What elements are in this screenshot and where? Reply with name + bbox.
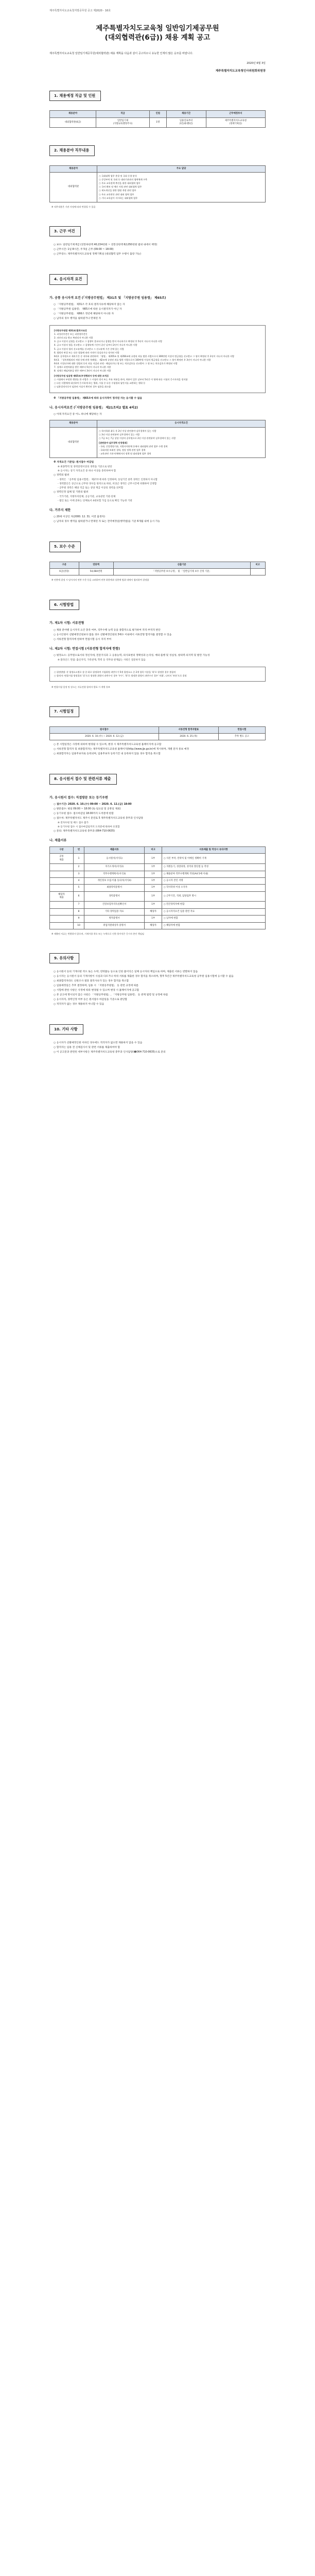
- section-title: 5. 보수 수준: [49, 541, 81, 552]
- table-cell: 1명: [149, 117, 166, 128]
- table-cell: 공통 제출: [50, 854, 74, 864]
- section-8: [49, 774, 266, 936]
- qualification-table: [49, 420, 266, 458]
- qual-item: [관련분야 실무경력 인정범위]: [99, 441, 128, 444]
- application-item: ※ 등기우편 접수 시 접수마감일까지 도착분에 한하여 유효함: [58, 825, 120, 828]
- table-cell: 응시원서(서식1): [84, 854, 145, 864]
- table-cell: 제주특별자치도교육청 (정책기획실): [206, 117, 265, 128]
- table-header: 비고: [250, 562, 265, 568]
- table-cell: 6급(상당): [50, 569, 79, 575]
- note-item: - 경력환산은 상근으로 근무한 경우를 원칙으로 하되, 비상근 경력은 근무시간에 비례하여 인정함: [58, 483, 157, 486]
- box-item: ○ 시험에서 부정한 행위를 한 사람은 그 시험의 정지 또는 무효 처분을 하며, 처분이 있은 날부터 5년간 이 영에 따른 시험의 응시자격을 정지함: [54, 378, 188, 381]
- caution-item: ○ 최종합격자라도 신원조사 결과 결격사유가 있는 경우 합격을 취소함: [54, 980, 129, 983]
- section-title: 8. 응시원서 접수 및 관련서류 제출: [49, 774, 117, 784]
- table-cell: 「지방공무원 보수규정」 및 「일반임기제 보수 산정 기준」: [113, 569, 250, 575]
- condition-item: ○ 보수: 일반임기제 6급 (연봉하한액 40,154천원 ~ 연봉상한액 62,050천원 범위 내에서 책정): [54, 244, 157, 247]
- table-cell: ○ 근무기간, 직위, 담당업무 명시: [162, 891, 265, 902]
- note-item: - 법인 또는 이에 준하는 단체로서 4대보험 가입 등으로 확인 가능한 기관: [58, 499, 132, 502]
- table-cell: 기타 경력입증 자료: [84, 908, 145, 915]
- table-cell: 대외협력관(6급): [50, 117, 96, 128]
- table-cell: ○ 학사학위 이상 소지자: [162, 885, 265, 891]
- duties-table: [49, 165, 266, 202]
- qual-item: - 국회의원 보좌진 경력, 정당 정책 관련 업무 경력: [99, 449, 146, 451]
- salary-note: ※ 연봉액 결정 시 당사자의 연봉 수준 등을 고려하여 연봉 하한액과 상한액 범위 내에서 협의하여 결정함: [51, 579, 149, 582]
- exam-item: ○ 서류전형 합격자에 한하여 면접시험 응시 자격 부여: [54, 638, 112, 641]
- table-row: [50, 877, 266, 884]
- section-1: [49, 91, 266, 128]
- table-cell: 1부: [145, 864, 162, 871]
- requirement-item: ○ 20세 이상인 자(2000. 12. 31. 이전 출생자): [54, 516, 106, 519]
- table-cell: [50, 908, 74, 915]
- box-item: ○ 평정방법: 각 평정요소별로 상·중·하로 평정하여 시험위원 과반수가 5개 평정요소 중 2개 항목 이상을 '하'로 평정한 경우 불합격: [54, 670, 176, 673]
- table-header: 산출기준: [113, 562, 250, 568]
- table-cell: 1: [74, 854, 84, 864]
- caution-item: ○ 시험에 관한 사항은 사정에 따라 변경될 수 있으며 변경 시 홈페이지에 공고함: [54, 989, 139, 992]
- duty-item: ○ 국회대책 업무 총괄 및 국회 동향 분석: [99, 175, 137, 178]
- box-item: 8. 징계로 해임처분을 받은 때부터 3년이 지나지 아니한 사람: [54, 369, 111, 372]
- section-5: [49, 541, 266, 582]
- table-cell: [50, 902, 74, 908]
- table-cell: 병적증명서: [84, 916, 145, 922]
- duty-item: ○ 제도개선을 위한 법령 개정 관련 업무: [99, 189, 136, 192]
- section-title: 3. 근무 여건: [49, 226, 81, 236]
- notice-date: 2020년 6월 3일: [247, 62, 266, 65]
- section-3: [49, 226, 266, 257]
- subsection-title: 다. 거주지 제한: [49, 508, 71, 512]
- subsection-title: 나. 제출서류: [49, 839, 67, 843]
- table-row: [50, 902, 266, 908]
- box-title: [지방공무원 임용령 제65조(부정행위자 등에 대한 조치)]: [54, 375, 109, 378]
- table-cell: 취업지원대상자 증명서: [84, 922, 145, 929]
- duty-item: ○ 주요 교육현안 관련 대외 협력 업무: [99, 193, 134, 196]
- table-cell: 임용일로부터 2년(최대5년): [166, 117, 206, 128]
- page-title: [49, 24, 266, 42]
- caution-item: ○ 응시자는 응시원서 등의 기재사항이 사실과 다르거나 허위 서류를 제출한 경우 합격을 취소하며, 향후 5년간 제주특별자치도교육청 공무원 임용시험에 응시할 수 없음: [54, 975, 234, 978]
- table-row: [50, 864, 266, 871]
- intro-text: 제주특별자치도교육청 일반임기제공무원(대외협력관) 채용 계획을 다음과 같이 공고하오니 유능한 인재의 많은 응모를 바랍니다.: [49, 52, 193, 56]
- box-item: 6의3. 「성폭력범죄의 처벌 등에 관한 특례법」 제2조에 규정된 죄를 범한 사람으로서 100만원 이상의 벌금형을 선고받고 그 형이 확정된 후 3년이 지나지 아니한 사람: [54, 358, 211, 361]
- table-cell: 9: [74, 916, 84, 922]
- requirement-item: ○ 남자의 경우 병역을 필하였거나 면제된 자: [54, 317, 101, 320]
- section-6: [49, 600, 266, 689]
- table-row: [50, 733, 266, 740]
- table-row: [50, 908, 266, 915]
- documents-note: ※ 제출된 서류는 반환하지 않으며, 기재사항 착오 또는 누락으로 인한 불이익은 응시자 본인 책임임: [51, 932, 144, 935]
- table-cell: ○ 사진 부착, 연락처 및 이메일 정확히 기재: [162, 854, 265, 864]
- application-item: ○ 방문접수: 평일 09:00 ~ 18:00 (토·일요일 및 공휴일 제외): [54, 808, 121, 811]
- table-cell: 1부: [145, 891, 162, 902]
- qual-item: ○ 7급 또는 7급 상당 이상의 공무원으로 2년 이상 관련분야 실무경력이 있는 사람: [99, 436, 176, 439]
- exam-item: ○ 평정요소: 공무원으로서의 정신자세, 전문지식과 그 응용능력, 의사표현의 정확성과 논리성, 예의·품행 및 성실성, 창의력·의지력 및 발전 가능성: [54, 654, 210, 657]
- table-cell: ○ 응시자격요건 입증 관련 자료: [162, 908, 265, 915]
- note-item: - 국가기관, 지방자치단체, 공공기관, 교육관련 기관·단체: [58, 496, 116, 499]
- exam-item: ○ 응시인원이 선발예정인원보다 많을 경우 선발예정인원의 3배수 이내에서 서류전형 합격자를 결정할 수 있음: [54, 633, 172, 636]
- table-header: 번: [74, 847, 84, 854]
- table-header: 면접시험: [218, 726, 265, 733]
- note-item: ○ 경력의 범위: [54, 474, 69, 477]
- section-4: [49, 274, 266, 524]
- misc-item: ○ 합격자는 임용 전 신체검사서 및 관련 서류를 제출하여야 함: [54, 1046, 120, 1049]
- documents-table: [49, 846, 266, 929]
- table-header: 채용기간: [166, 111, 206, 117]
- table-header: 제출서류: [84, 847, 145, 854]
- box-title: [지방공무원법 제31조(결격사유)]: [54, 329, 87, 332]
- section-title: 10. 기타 사항: [49, 1024, 83, 1035]
- table-cell: 6: [74, 891, 84, 902]
- table-cell: [50, 885, 74, 891]
- table-cell: 일반임기제 (지방교육행정주사): [96, 117, 150, 128]
- table-header: 원서접수: [50, 726, 159, 733]
- section-2: [49, 145, 266, 209]
- table-cell: [50, 871, 74, 877]
- box-item: ○ 합격자: 면접시험 평정결과 '상'으로 평정한 위원이 과반수인 경우 '우수', '하'로 평정한 위원이 과반수인 경우 '미흡', 나머지 '보통'으로 결정: [54, 674, 187, 677]
- table-cell: ○ 응시자 본인 서명: [162, 877, 265, 884]
- evaluation-box: [49, 667, 266, 682]
- requirement-item: ○ 「지방공무원 임용령」 제65조에 따른 응시결격자가 아닌 자: [54, 308, 122, 311]
- table-row: [50, 871, 266, 877]
- condition-item: ○ 근무장소: 제주특별자치도교육청 정책기획실 (대외협력 업무 수행시 출장 가능): [54, 253, 142, 256]
- schedule-note: ○ 서류전형 합격자 및 최종합격자는 제주특별자치도교육청 홈페이지(http://www.jje.go.kr)에 게시하며, 개별 문자 통보 예정: [54, 748, 189, 751]
- subsection-title: 나. 제2차 시험: 면접시험 (서류전형 합격자에 한함): [49, 647, 120, 651]
- section-9: [49, 953, 266, 1007]
- section-title: 2. 채용분야 직무내용: [49, 145, 95, 156]
- table-cell: 7: [74, 902, 84, 908]
- application-item: ○ 접수기간: 2020. 6. 10.(수) 09:00 ~ 2020. 6. 12.(금) 18:00: [54, 803, 132, 806]
- section-title: 9. 유의사항: [49, 953, 79, 963]
- table-cell: 3: [74, 871, 84, 877]
- schedule-note: ○ 본 시험일정은 사정에 의하여 변경될 수 있으며, 변경 시 제주특별자치도교육청 홈페이지에 공고함: [54, 743, 162, 747]
- qualification-note: ※ 자격요건 기준일: 원서접수 마감일: [54, 461, 94, 464]
- requirement-item: ○ 「지방공무원법」 제31조 각 호의 결격사유에 해당하지 않는 자: [54, 303, 125, 307]
- qual-item: ○ 3년 이상 관련분야 실무경력이 있는 사람: [99, 433, 140, 436]
- table-header: 직급: [96, 111, 150, 117]
- qualification-cell: [97, 427, 266, 458]
- table-cell: 개인정보 수집·이용 동의서(서식4): [84, 877, 145, 884]
- table-header: 비고: [145, 847, 162, 854]
- notice-number: 제주특별자치도교육청지방공무원 공고 제2020 - 16호: [49, 9, 111, 12]
- misc-item: ○ 이 공고문과 관련된 세부사항은 제주특별자치도교육청 총무과 인사담당(☎064-710-0635)으로 문의: [54, 1051, 166, 1054]
- section-title: 7. 시험일정: [49, 706, 79, 717]
- note-item: ○ 경력인정 업체 및 기관의 범위: [54, 491, 89, 494]
- subsection-title: 가. 제1차 시험: 서류전형: [49, 621, 84, 625]
- caution-item: ○ 응시원서 등의 기재사항 착오 또는 누락, 연락불능 등으로 인한 불이익은 일체 응시자의 책임으로 하며, 제출된 서류는 반환하지 않음: [54, 971, 198, 974]
- schedule-table: [49, 726, 266, 741]
- table-cell: 10: [74, 922, 84, 929]
- table-cell: 1부: [145, 854, 162, 864]
- box-item: ○ 다른 사람에게 대신하여 응시하게 하는 행위, 시험 중 다른 수험생과 답안지를 교환하는 행위 등: [54, 382, 146, 385]
- table-cell: 1부: [145, 877, 162, 884]
- table-header: 채용분야: [50, 111, 96, 117]
- warning-text: ※ 「지방공무원 임용령」 제65조에 따라 응시자격이 정지된 자는 응시할 수 없음: [54, 397, 143, 400]
- table-cell: [50, 877, 74, 884]
- table-row: [50, 117, 266, 128]
- qual-item: - 교육관련 기관·단체에서의 정책 및 대외협력 업무 경력: [99, 452, 151, 455]
- section-title: 6. 시험방법: [49, 600, 79, 610]
- application-item: ※ 전자우편 및 팩스 접수 불가: [58, 822, 89, 825]
- table-cell: ○ 채용분야 직무수행계획 작성(A4 5매 이내): [162, 871, 265, 877]
- table-cell: 4: [74, 877, 84, 884]
- section-7: [49, 706, 266, 756]
- table-cell: 8: [74, 908, 84, 915]
- table-cell: 대외협력관: [50, 427, 97, 458]
- requirement-item: ○ 남자의 경우 병역을 필하였거나 면제된 자 또는 전역예정일(병역법)을 기준 6개월 내에 응시 가능: [54, 520, 160, 523]
- section-title: 1. 채용예정 직급 및 인원: [49, 91, 101, 101]
- title-line-1: 제주특별자치도교육청 일반임기제공무원: [96, 24, 219, 33]
- subsection-title: 가. 공통 응시자격 요건 (「지방공무원법」 제31조 및 「지방공무원 임용령」 제65조): [49, 296, 166, 300]
- table-cell: 1부: [145, 871, 162, 877]
- table-header: 인원: [149, 111, 166, 117]
- note-item: ※ 응시자는 상기 자격요건 중 하나 이상을 충족하여야 함: [58, 469, 116, 472]
- positions-table: [49, 110, 266, 128]
- table-header: 주요 담당: [97, 165, 266, 172]
- box-item: 6의4. 미성년자에 대한 성범죄 등의 죄를 저질러 파면ㆍ해임되거나 형 또는 치료감호를 선고받아 그 형 또는 치료감호가 확정된 사람: [54, 362, 178, 365]
- box-item: 1. 피성년후견인 또는 피한정후견인: [54, 333, 87, 336]
- table-row: [50, 885, 266, 891]
- table-cell: ○ 지원동기, 성장과정, 성격의 장단점 등 작성: [162, 864, 265, 871]
- table-cell: 최종학력증명서: [84, 885, 145, 891]
- table-cell: [50, 864, 74, 871]
- section-10: [49, 1024, 266, 1055]
- table-cell: 경력증명서: [84, 891, 145, 902]
- box-item: 6. 법원의 판결 또는 다른 법률에 따라 자격이 상실되거나 정지된 사람: [54, 351, 119, 354]
- table-cell: 추후 별도 공고: [218, 733, 265, 740]
- table-header: 구분: [50, 847, 74, 854]
- table-row: [50, 922, 266, 929]
- duties-note: ※ 직무내용은 기관 사정에 따라 변경될 수 있음: [51, 205, 96, 208]
- table-row: [50, 891, 266, 902]
- note-item: ※ 최종학력 및 경력증명서상의 경력을 기준으로 판단: [58, 466, 112, 469]
- salary-table: [49, 562, 266, 576]
- caution-item: ○ 적격자가 없는 경우 채용하지 아니할 수 있음: [54, 1003, 104, 1006]
- duty-item: ○ 국비 확보 및 예산 지원 관련 대외협력 업무: [99, 185, 142, 189]
- table-row: [50, 173, 266, 202]
- subsection-title: 나. 응시자격요건 (「지방공무원 임용령」 제21조의2 별표 4의2): [49, 405, 138, 410]
- table-cell: 해당자 제출: [50, 891, 74, 902]
- exam-note: ※ 면접시험 일정 및 장소는 서류전형 합격자 발표 시 개별 통보: [51, 685, 110, 688]
- box-item: 3. 금고 이상의 실형을 선고받고 그 집행이 종료되거나 집행을 받지 아니하기로 확정된 후 5년이 지나지 아니한 사람: [54, 340, 162, 343]
- table-cell: 자기소개서(서식2): [84, 864, 145, 871]
- table-cell: 54,084천원: [79, 569, 113, 575]
- exam-item: ※ 블라인드 면접: 출신지역, 가족관계, 학력 등 직무와 관계없는 사항은 질문하지 않음: [58, 659, 146, 662]
- table-cell: ○ 민간경력자에 한함: [162, 902, 265, 908]
- table-cell: 1부: [145, 902, 162, 908]
- qual-item: - 국회, 중앙행정기관, 지방자치단체 등에서 대외협력 관련 업무 수행 경력: [99, 445, 168, 448]
- box-item: 4. 금고 이상의 형을 선고받고 그 집행유예 기간이 끝난 날부터 2년이 지나지 아니한 사람: [54, 344, 137, 347]
- caution-item: ○ 임용예정일은 추후 결정하며, 임용 시 「지방공무원법」 등 관련 규정에 따름: [54, 985, 138, 988]
- table-header: 근무예정부서: [206, 111, 265, 117]
- duty-item: ○ 주요 교육정책 추진을 위한 대외협력 업무: [99, 182, 141, 185]
- box-item: 6의2. 공무원으로 재직기간 중 직무와 관련하여 「형법」 제355조 및 제356조에 규정된 죄를 범한 사람으로서 300만원 이상의 벌금형을 선고받고 그 형이 확정된 후 2년이 지나지 아니한 사람: [54, 354, 235, 358]
- application-item: ○ 문의: 제주특별자치도교육청 총무과 (064-710-0635): [54, 830, 115, 833]
- table-cell: [250, 569, 265, 575]
- table-cell: 해당자: [145, 908, 162, 915]
- table-header: 연봉액: [79, 562, 113, 568]
- exam-item: ○ 채용 분야별 응시자격 요건 충족 여부, 직무수행 능력 등을 종합적으로 평가하여 적격·부적격 판단: [54, 629, 161, 632]
- duty-item: ○ 기타 교육감이 지시하는 대외협력 업무: [99, 196, 138, 199]
- application-item: ○ 등기우편 접수: 접수마감일 18:00까지 도착분에 한함: [54, 812, 114, 816]
- subsection-title: 가. 응시원서 접수: 직접방문 또는 등기우편: [49, 795, 108, 800]
- table-row: [50, 427, 266, 458]
- table-cell: 2: [74, 864, 84, 871]
- table-cell: [50, 922, 74, 929]
- caution-item: ○ 응시자격, 경력인정 여부 등은 원서접수 마감일을 기준으로 판단함: [54, 998, 128, 1002]
- table-cell: 직무수행계획서(서식3): [84, 871, 145, 877]
- section-title: 4. 응시자격 요건: [49, 274, 87, 284]
- title-line-2: (대외협력관(6급)) 채용 계획 공고: [104, 33, 211, 42]
- table-cell: 2020. 6. 10.(수) ~ 2020. 6. 12.(금): [50, 733, 159, 740]
- table-cell: 건강보험자격득실확인서: [84, 902, 145, 908]
- table-cell: [50, 916, 74, 922]
- note-item: - 공무원 경력은 해당 직급 또는 상당 계급 이상의 경력을 의미함: [58, 486, 124, 489]
- note-item: - 경력은 「공무원 임용시험령」 제27조에 따라 인정하며, 동일기간 중복 경력은 인정하지 아니함: [58, 479, 157, 482]
- issuing-organization: 제주특별자치도교육청인사위원회위원장: [215, 69, 266, 73]
- table-cell: ○ 해당자에 한함: [162, 922, 265, 929]
- table-header: 서류제출 및 작성시 유의사항: [162, 847, 265, 854]
- table-header: 채용분야: [50, 420, 97, 427]
- table-row: [50, 854, 266, 864]
- table-header: 응시자격요건: [97, 420, 266, 427]
- table-header: 구분: [50, 562, 79, 568]
- table-header: 채용분야: [50, 165, 97, 172]
- box-item: 5. 금고 이상의 형의 선고유예를 선고받고 그 선고유예 기간 중에 있는 사람: [54, 347, 124, 350]
- disqualification-box: [49, 325, 266, 393]
- qual-item: ○ 학사학위 취득 후 2년 이상 관련분야 실무경력이 있는 사람: [99, 429, 156, 432]
- condition-item: ○ 근무시간: 1일 8시간, 주 5일 근무 (09:00 ~ 18:00): [54, 248, 114, 251]
- schedule-note: ○ 최종합격자는 임용후보자로 등록되며, 임용후보자 등록기간 내 등록하지 않을 경우 합격을 취소함: [54, 753, 161, 756]
- table-cell: 해당자: [145, 922, 162, 929]
- table-cell: 2020. 6. 25.(목): [159, 733, 218, 740]
- table-cell: 대외협력관: [50, 173, 97, 202]
- table-cell: ○ 남자에 한함: [162, 916, 265, 922]
- table-row: [50, 916, 266, 922]
- caution-item: ○ 본 공고에 명시되지 않은 사항은 「지방공무원법」, 「지방공무원 임용령」 등 관계 법령 및 규정에 따름: [54, 994, 168, 997]
- duties-cell: [97, 173, 266, 202]
- application-item: ○ 접수처: 제주특별자치도 제주시 문연로 5 제주특별자치도교육청 총무과 인사담당: [54, 817, 143, 820]
- requirement-item: ○ 「지방공무원법」 제66조 정년에 해당하지 아니한 자: [54, 313, 114, 316]
- box-item: 2. 파산선고를 받고 복권되지 아니한 사람: [54, 336, 93, 340]
- box-item: 7. 징계로 파면처분을 받은 때부터 5년이 지나지 아니한 사람: [54, 366, 111, 368]
- box-item: ○ 임용결격자로서 임용된 사실이 확인된 경우 임용을 취소함: [54, 385, 111, 388]
- duty-item: ○ 중앙부처 및 국회 등 대외기관과의 협력체계 구축: [99, 178, 148, 181]
- table-cell: 1부: [145, 885, 162, 891]
- table-cell: 5: [74, 885, 84, 891]
- misc-item: ○ 응시자가 선발예정인원 이하인 경우에도 적격자가 없으면 채용하지 않을 수 있음: [54, 1042, 143, 1045]
- table-header: 서류전형 합격자발표: [159, 726, 218, 733]
- table-row: [50, 569, 266, 575]
- table-cell: 1부: [145, 916, 162, 922]
- requirement-item: ○ 아래 자격요건 중 어느 하나에 해당하는 자: [54, 413, 102, 416]
